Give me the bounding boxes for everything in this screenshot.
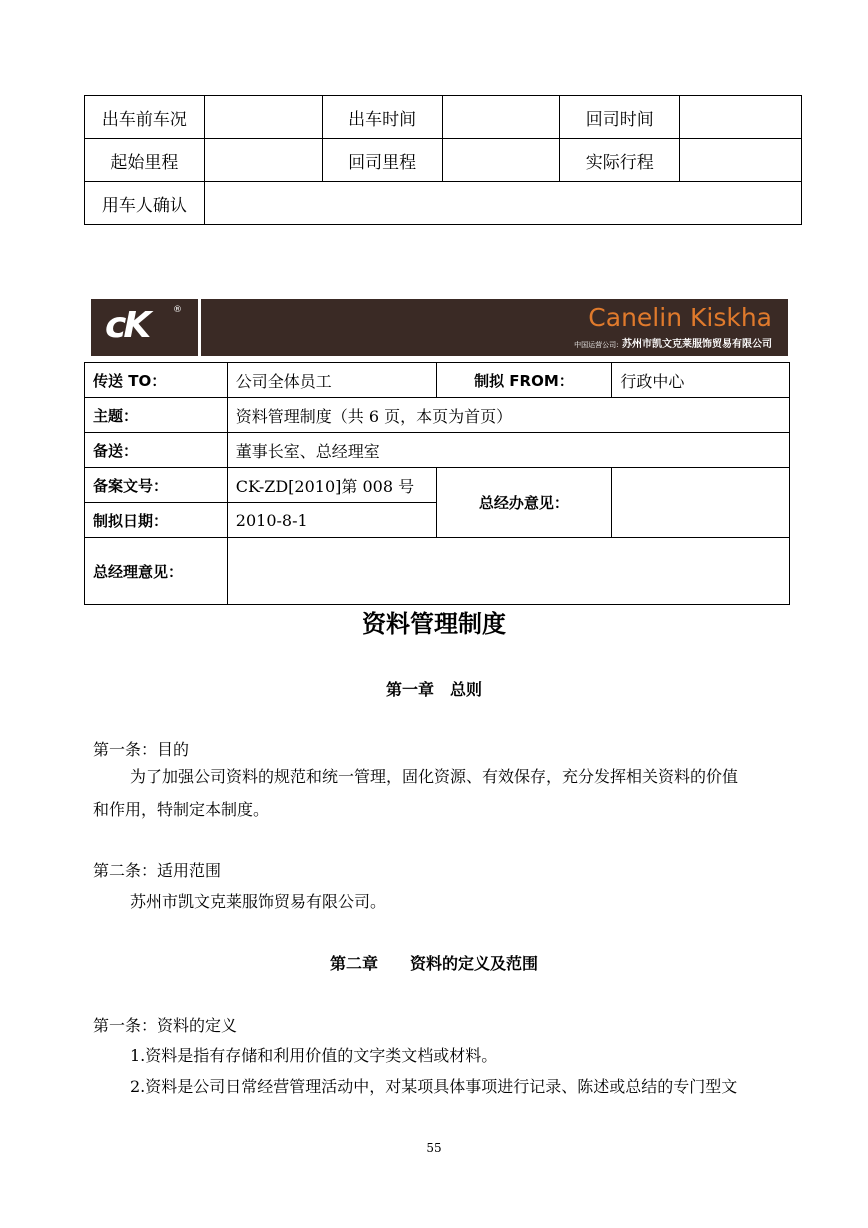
subject-value: 资料管理制度（共 6 页，本页为首页） bbox=[227, 398, 789, 433]
table-row bbox=[85, 433, 790, 468]
from-label: 制拟 FROM： bbox=[436, 363, 612, 398]
user-confirm-cell bbox=[204, 182, 801, 225]
return-mileage-cell bbox=[442, 139, 560, 182]
subject-label: 主题： bbox=[85, 398, 228, 433]
brand-sub-company: 苏州市凯文克莱服饰贸易有限公司 bbox=[622, 339, 772, 350]
c2-item-2: 2.资料是公司日常经营管理活动中，对某项具体事项进行记录、陈述或总结的专门型文 bbox=[130, 1077, 738, 1096]
table-row bbox=[85, 538, 790, 605]
article-1-text bbox=[130, 762, 790, 792]
pre-trip-condition-label: 出车前车况 bbox=[85, 96, 205, 139]
table-row bbox=[85, 468, 790, 503]
date-value: 2010-8-1 bbox=[227, 503, 436, 538]
office-opinion-cell bbox=[612, 468, 790, 538]
actual-distance-label: 实际行程 bbox=[560, 139, 680, 182]
departure-time-cell bbox=[442, 96, 560, 139]
memo-header-table bbox=[84, 362, 790, 605]
departure-time-label: 出车时间 bbox=[322, 96, 442, 139]
pre-trip-condition-cell bbox=[204, 96, 322, 139]
brand-sub-prefix: 中国运营公司: bbox=[574, 341, 619, 349]
return-mileage-label: 回司里程 bbox=[322, 139, 442, 182]
cc-value: 董事长室、总经理室 bbox=[227, 433, 789, 468]
article-2-title: 第二条：适用范围 bbox=[93, 861, 222, 880]
article-2-text: 苏州市凯文克莱服饰贸易有限公司。 bbox=[130, 892, 387, 911]
company-banner bbox=[91, 299, 788, 356]
gm-opinion-label: 总经理意见： bbox=[85, 538, 228, 605]
user-confirm-label: 用车人确认 bbox=[85, 182, 205, 225]
actual-distance-cell bbox=[680, 139, 802, 182]
brand-subtitle bbox=[574, 335, 772, 350]
brand-name: Canelin Kiskha bbox=[588, 303, 772, 332]
doc-no-value: CK-ZD[2010]第 008 号 bbox=[227, 468, 436, 503]
office-opinion-label: 总经办意见： bbox=[436, 468, 612, 538]
table-row bbox=[85, 398, 790, 433]
logo-text: cK bbox=[105, 305, 149, 346]
table-row bbox=[85, 139, 802, 182]
date-label: 制拟日期： bbox=[85, 503, 228, 538]
cc-label: 备送： bbox=[85, 433, 228, 468]
return-time-cell bbox=[680, 96, 802, 139]
company-logo bbox=[91, 299, 201, 356]
vehicle-log-table bbox=[84, 95, 802, 225]
registered-mark: ® bbox=[173, 305, 182, 315]
article-1-line-1: 为了加强公司资料的规范和统一管理，固化资源、有效保存，充分发挥相关资料的价值 bbox=[130, 767, 739, 786]
to-value: 公司全体员工 bbox=[227, 363, 436, 398]
c2-item-1: 1.资料是指有存储和利用价值的文字类文档或材料。 bbox=[130, 1046, 498, 1065]
table-row bbox=[85, 96, 802, 139]
start-mileage-label: 起始里程 bbox=[85, 139, 205, 182]
article-1-title: 第一条：目的 bbox=[93, 740, 190, 759]
article-1-line-2: 和作用，特制定本制度。 bbox=[93, 800, 270, 819]
table-row bbox=[85, 182, 802, 225]
start-mileage-cell bbox=[204, 139, 322, 182]
chapter-1-heading: 第一章 总则 bbox=[385, 680, 482, 699]
document-title: 资料管理制度 bbox=[362, 610, 506, 638]
c2-article-1-title: 第一条：资料的定义 bbox=[93, 1016, 238, 1035]
chapter-2-heading: 第二章 资料的定义及范围 bbox=[329, 954, 538, 973]
to-label: 传送 TO： bbox=[85, 363, 228, 398]
return-time-label: 回司时间 bbox=[560, 96, 680, 139]
doc-no-label: 备案文号： bbox=[85, 468, 228, 503]
page-number: 55 bbox=[426, 1141, 442, 1155]
gm-opinion-cell bbox=[227, 538, 789, 605]
table-row bbox=[85, 363, 790, 398]
from-value: 行政中心 bbox=[612, 363, 790, 398]
